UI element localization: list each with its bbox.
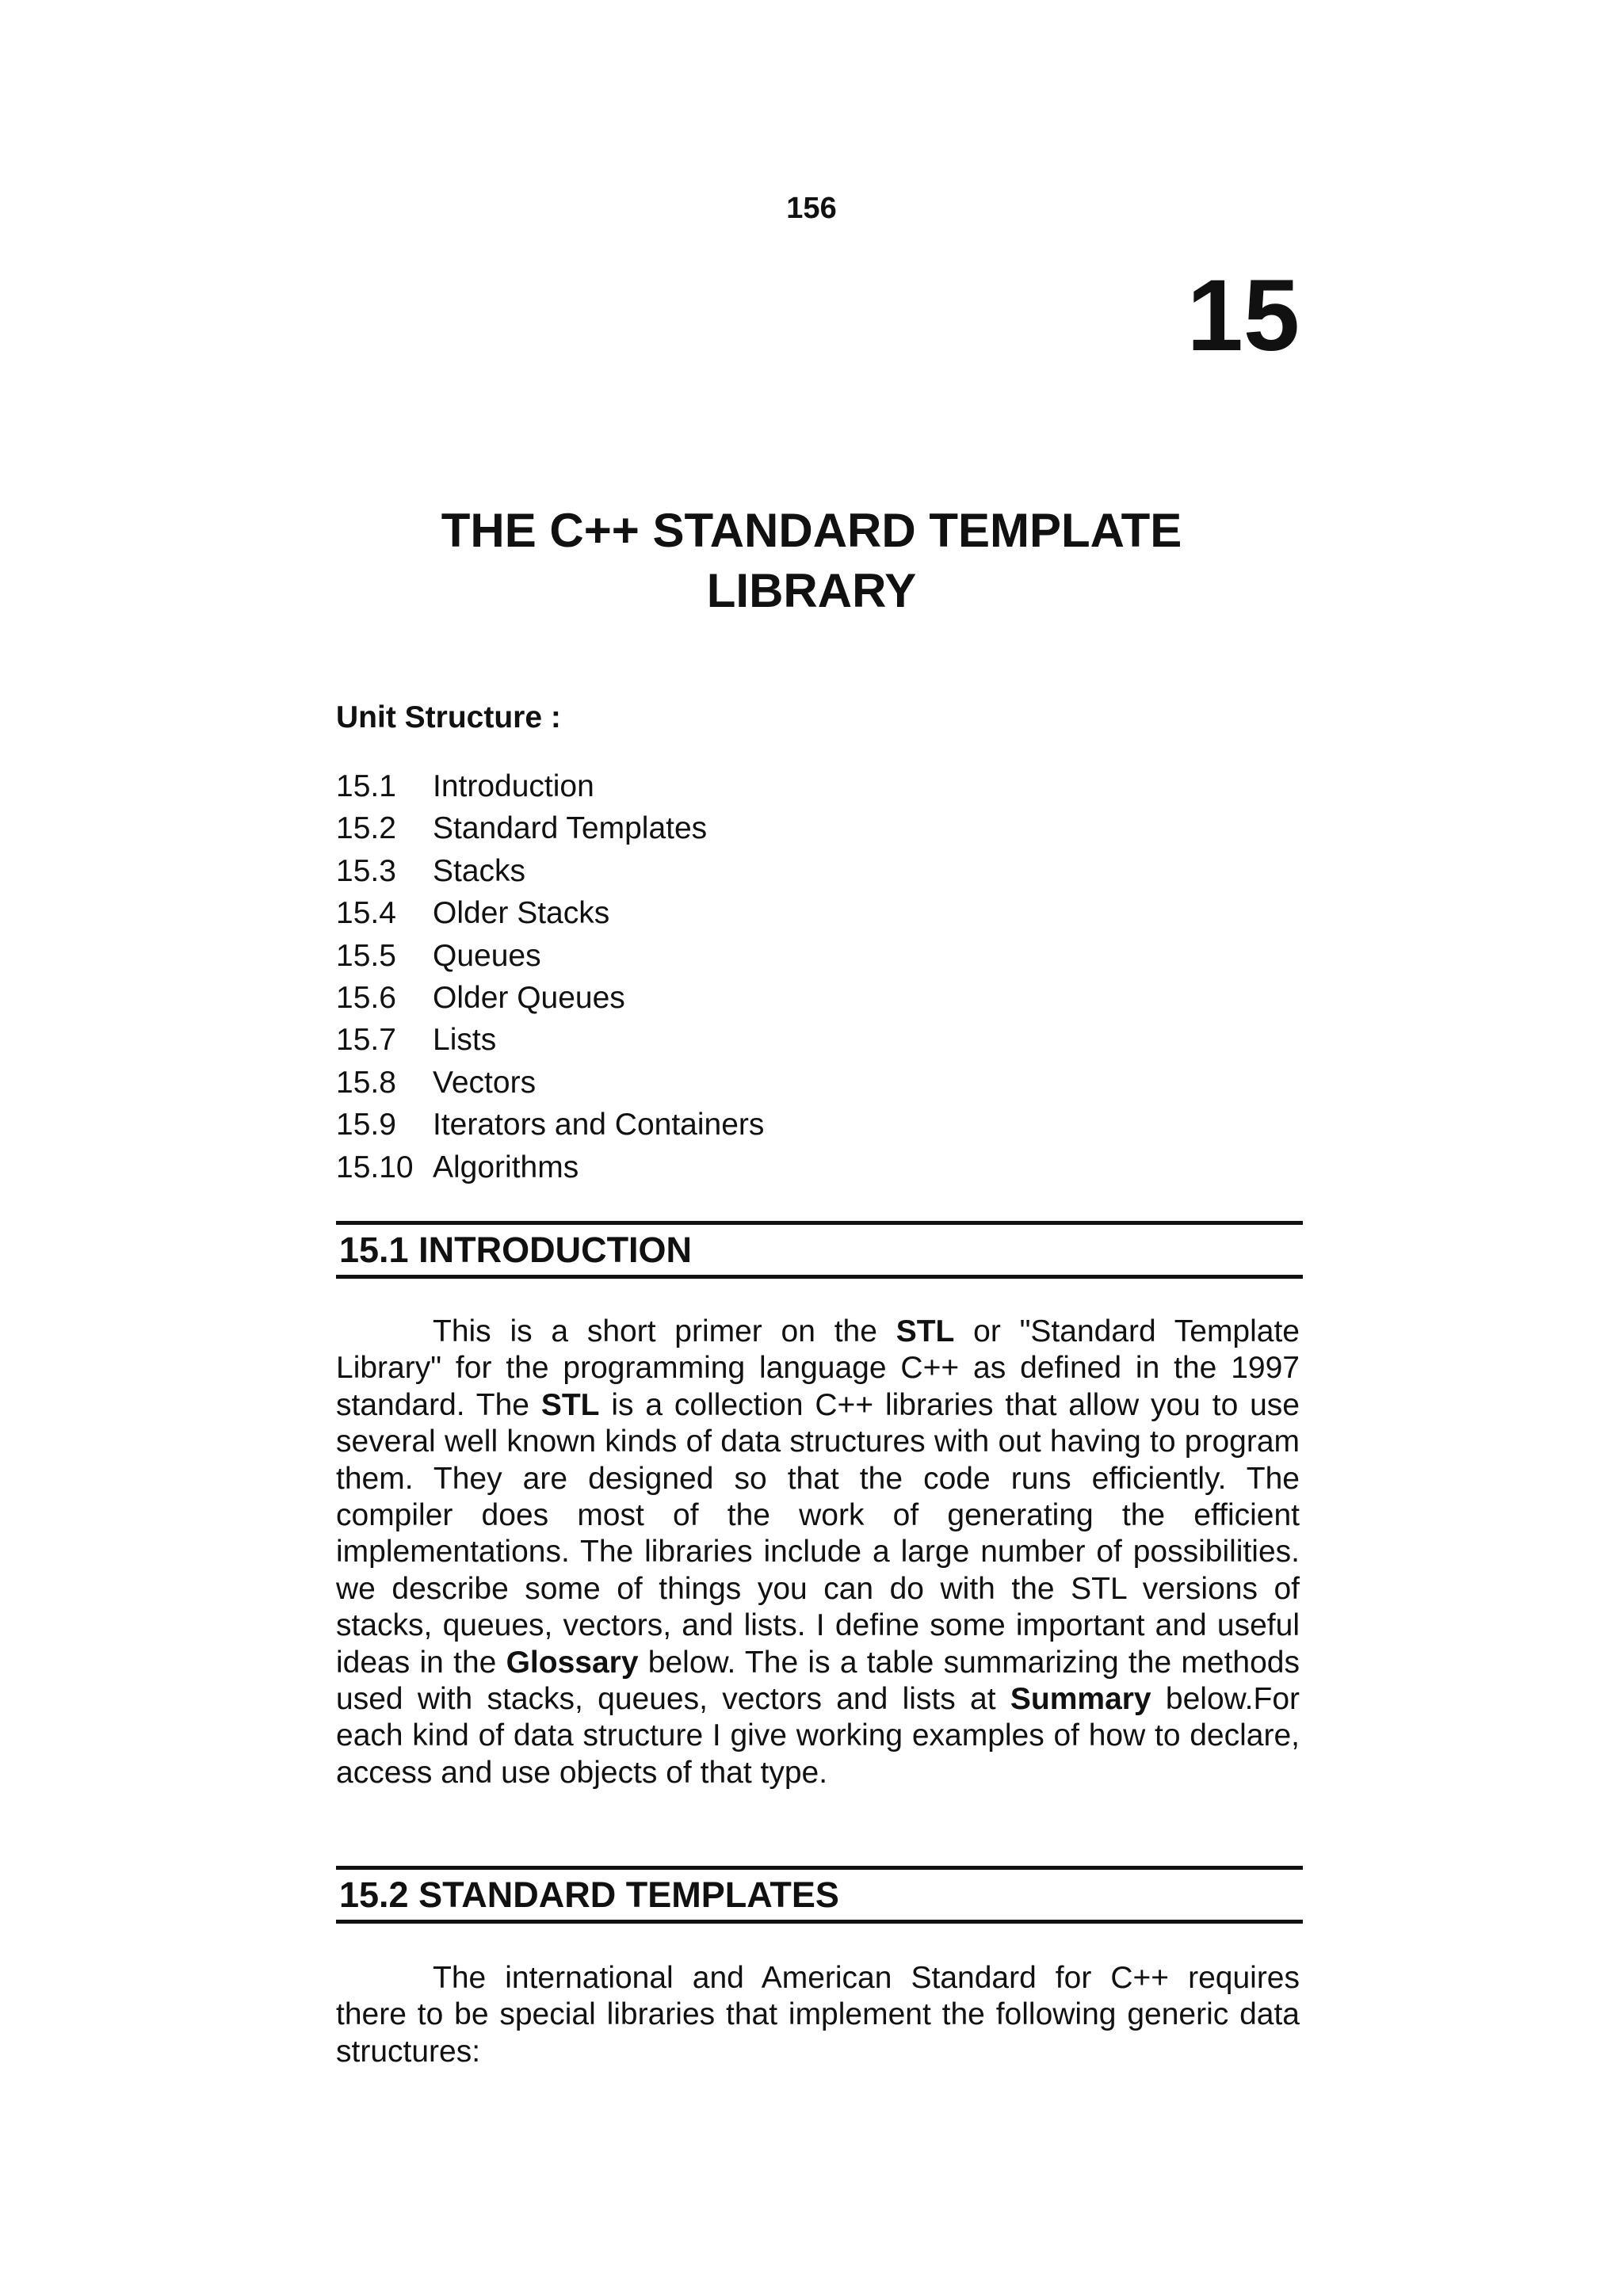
paragraph-text: below. The is a table summarizing the methods used with stacks, queues, vectors and lists at [336,1645,1300,1717]
standard-templates-paragraph [336,1960,1300,2070]
toc-item-number: 15.8 [336,1065,396,1100]
toc-item [336,807,1300,849]
page-number: 156 [786,192,837,225]
toc-item [336,935,1300,977]
toc-item-number: 15.9 [336,1108,396,1142]
toc-item-label: Algorithms [433,1150,579,1184]
toc-item-number: 15.3 [336,853,396,888]
chapter-title [0,501,1623,621]
toc-item [336,1104,1300,1146]
toc-item-number: 15.2 [336,811,396,846]
toc-item-label: Older Queues [433,981,625,1016]
toc-item-number: 15.1 [336,769,396,803]
toc-item [336,765,1300,807]
paragraph-text: This is a short primer on the [433,1314,896,1348]
toc-item-number: 15.10 [336,1150,414,1184]
toc-item-number: 15.5 [336,938,396,973]
toc-item-label: Older Stacks [433,896,610,931]
toc-item-label: Queues [433,938,541,973]
chapter-number: 15 [1186,259,1300,372]
toc-item-number: 15.4 [336,896,396,931]
toc-item [336,977,1300,1019]
section-heading-standard-templates: 15.2 STANDARD TEMPLATES [336,1866,1303,1924]
toc-item [336,850,1300,892]
bold-term-stl: STL [540,1387,600,1422]
paragraph-text: below.For each kind of data structure I give working examples of how to declare, access and use objects of that type. [336,1682,1300,1790]
toc-item [336,1146,1300,1188]
bold-term-stl: STL [896,1314,955,1348]
toc-item-number: 15.7 [336,1023,396,1058]
toc-item [336,892,1300,934]
section-heading-introduction: 15.1 INTRODUCTION [336,1221,1303,1279]
chapter-title-line-1: THE C++ STANDARD TEMPLATE [441,504,1182,557]
bold-term-glossary: Glossary [506,1645,639,1680]
paragraph-text: The international and American Standard for C++ requires there to be special libraries that implement the following generic data structures: [336,1961,1300,2069]
toc-item-label: Vectors [433,1065,537,1100]
toc-item [336,1062,1300,1104]
unit-structure-list [336,765,1300,1188]
introduction-paragraph [336,1314,1300,1791]
toc-item-label: Introduction [433,769,594,803]
paragraph-text: or "Standard Template Library" for the programming language C++ as defined in the 1997 standard. The [336,1314,1300,1422]
toc-item-label: Stacks [433,853,526,888]
toc-item-label: Lists [433,1023,497,1058]
toc-item [336,1019,1300,1061]
toc-item-label: Iterators and Containers [433,1108,765,1142]
unit-structure-heading: Unit Structure : [336,700,561,734]
toc-item-label: Standard Templates [433,811,708,846]
paragraph-text: is a collection C++ libraries that allow you to use several well known kinds of data structures with out having to program them. They are designed so that the code runs efficiently. The compiler does most of the work of generating the efficient implementations. The libraries include a large number of possibilities. we describe some of things you can do with the STL versions of stacks, queues, vectors, and lists. I define some important and useful ideas in the [336,1387,1300,1680]
chapter-title-line-2: LIBRARY [706,564,917,617]
toc-item-number: 15.6 [336,981,396,1016]
bold-term-summary: Summary [1010,1682,1151,1717]
